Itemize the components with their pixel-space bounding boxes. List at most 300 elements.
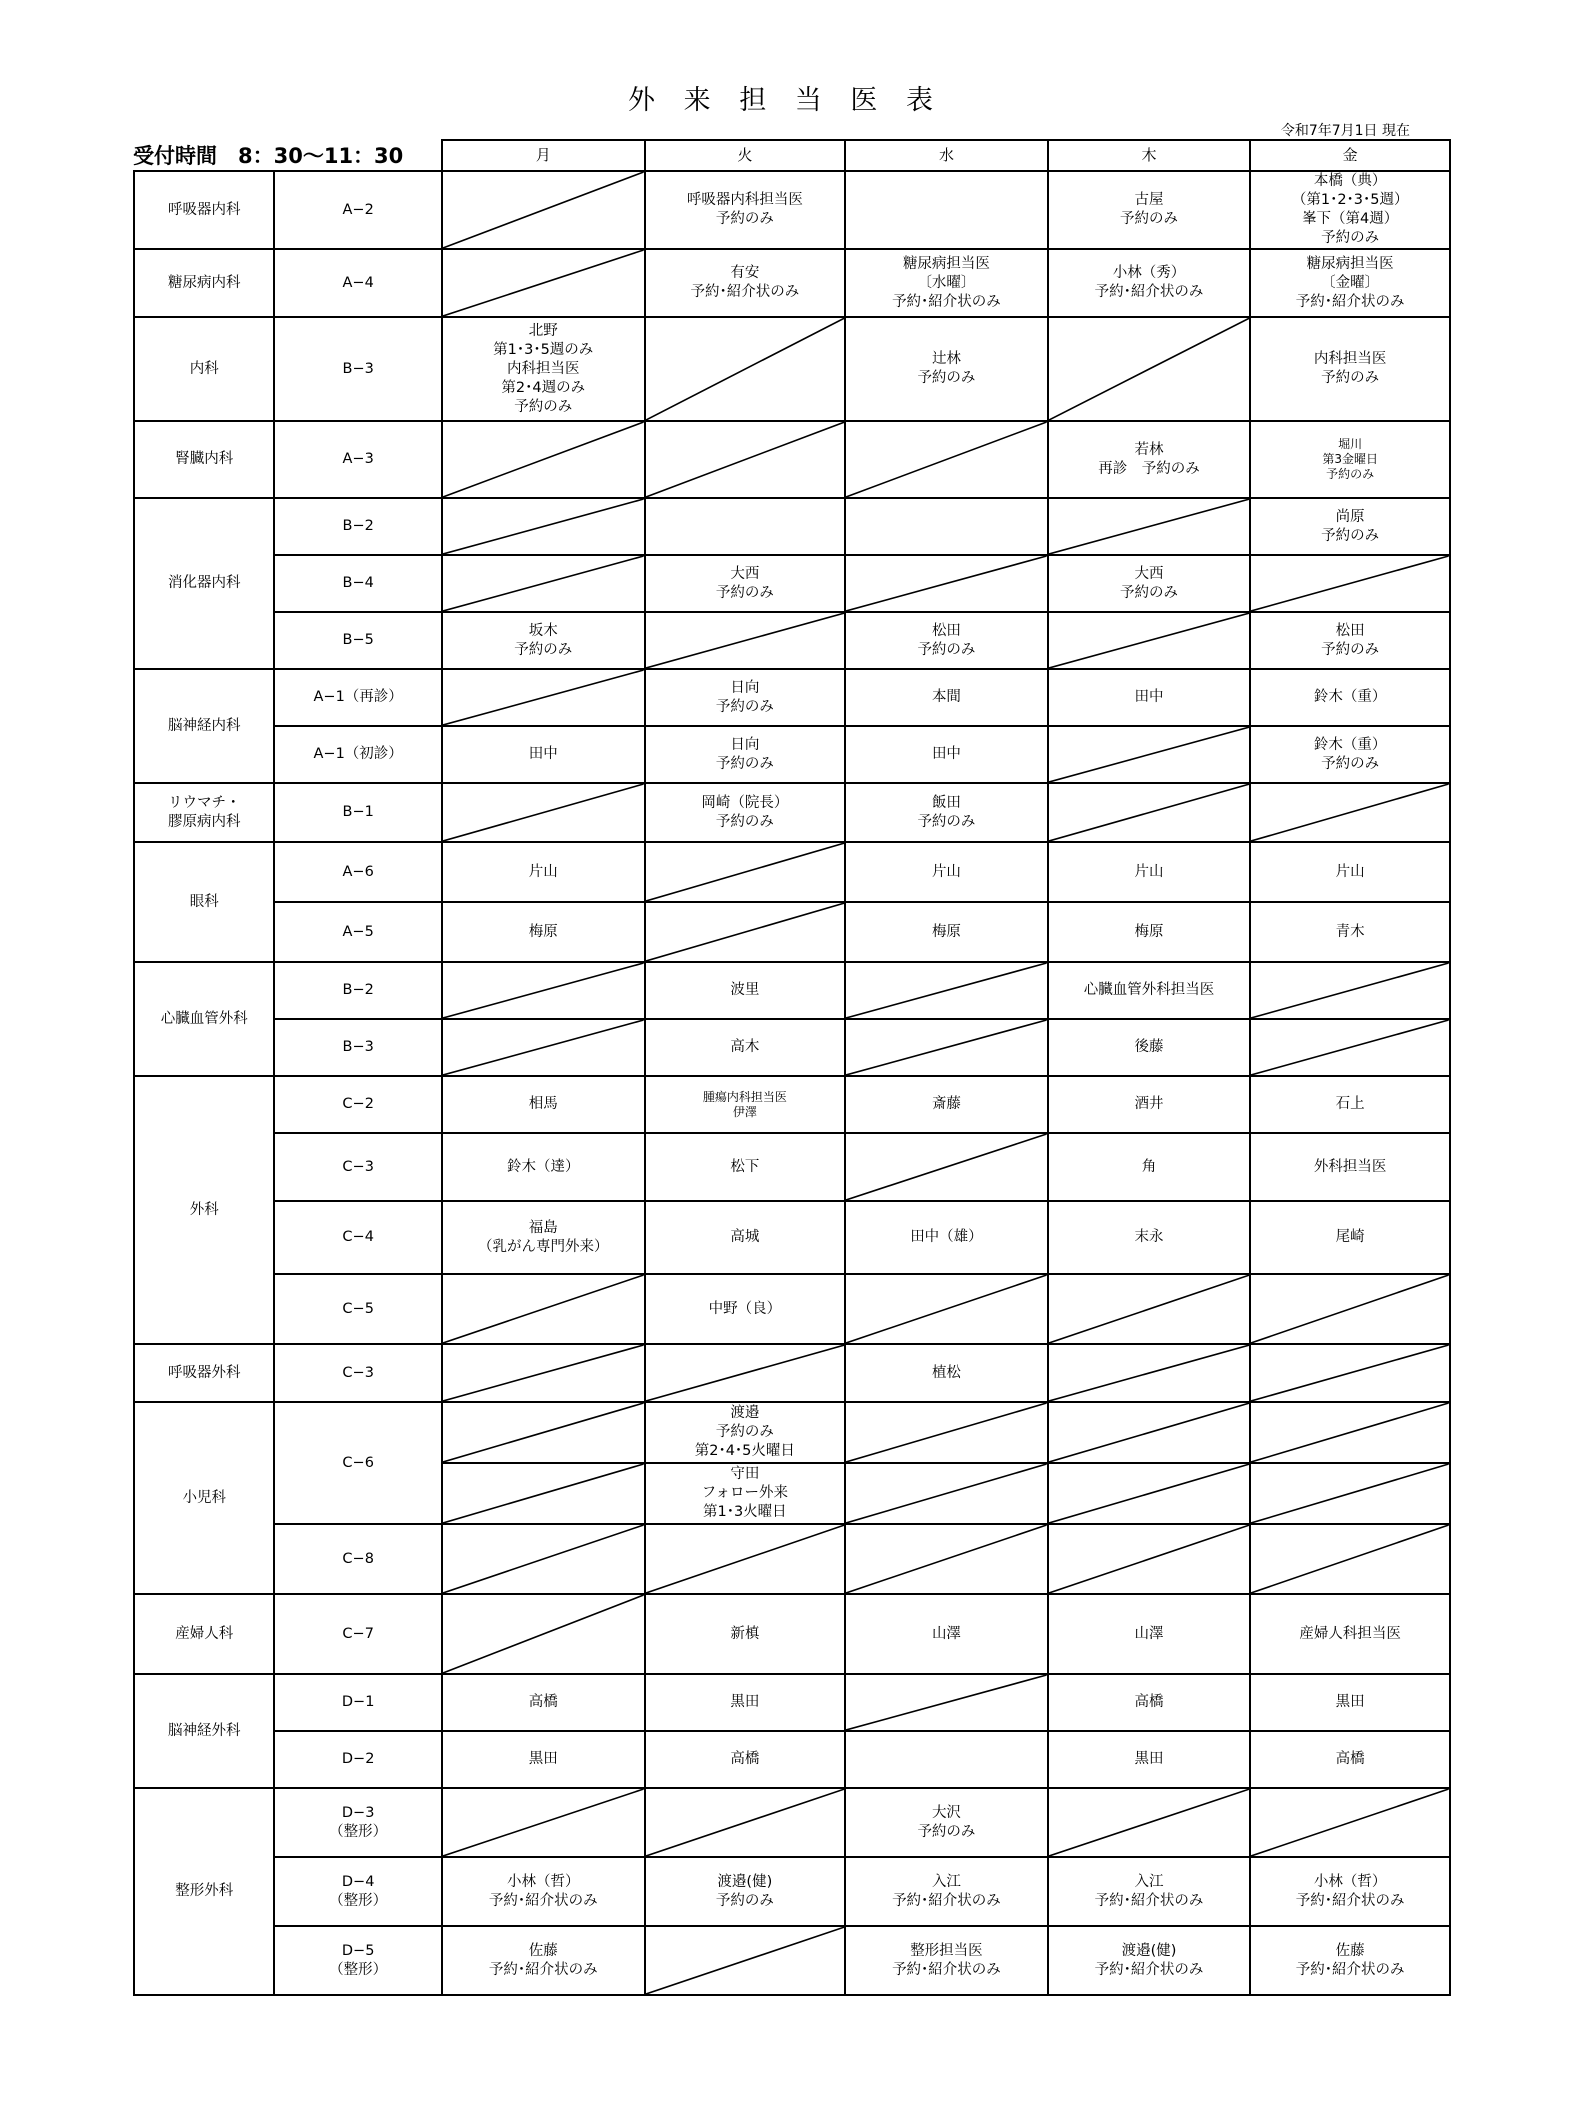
no-clinic-cell-wed (845, 1019, 1048, 1076)
doctor-cell-fri (1250, 902, 1450, 962)
room-cell (274, 1926, 442, 1995)
room-cell (274, 1344, 442, 1402)
department-name: 心臓血管外科 (160, 1010, 248, 1027)
doctor-cell-wed (845, 783, 1048, 842)
diagonal-slash-icon (443, 670, 644, 725)
doctor-cell-wed (845, 726, 1048, 783)
no-clinic-cell-thu (1048, 1402, 1251, 1463)
room-cell (274, 249, 442, 317)
doctor-text: 佐藤 予約･紹介状のみ (488, 1942, 598, 1978)
no-clinic-cell-tue (645, 612, 846, 669)
doctor-text: 大西 予約のみ (1120, 565, 1179, 601)
diagonal-slash-icon (646, 843, 845, 901)
no-clinic-cell-tue (645, 1344, 846, 1402)
doctor-text: 守田 フォロー外来 第1･3火曜日 (701, 1466, 788, 1520)
no-clinic-cell-thu (1048, 498, 1251, 555)
doctor-cell-fri (1250, 1731, 1450, 1788)
room-cell (274, 902, 442, 962)
diagonal-slash-icon (443, 172, 644, 248)
room-code: B−5 (342, 632, 374, 648)
no-clinic-cell-fri (1250, 1788, 1450, 1857)
no-clinic-cell-mon (442, 1463, 645, 1524)
no-clinic-cell-tue (645, 1788, 846, 1857)
no-clinic-cell-thu (1048, 1788, 1251, 1857)
diagonal-slash-icon (846, 422, 1047, 497)
doctor-text: 田中 (931, 746, 961, 762)
day-header-tue: 火 (645, 140, 846, 171)
room-cell (274, 842, 442, 902)
room-cell (274, 962, 442, 1019)
room-cell (274, 612, 442, 669)
doctor-text: 呼吸器内科担当医 予約のみ (686, 192, 803, 227)
diagonal-slash-icon (1049, 1345, 1250, 1401)
diagonal-slash-icon (1251, 1345, 1449, 1401)
doctor-text: 松田 予約のみ (917, 622, 976, 658)
room-cell (274, 555, 442, 612)
diagonal-slash-icon (846, 1525, 1047, 1593)
doctor-text: 梅原 (1134, 923, 1164, 940)
doctor-text: 松田 予約のみ (1321, 622, 1380, 658)
doctor-text: 糖尿病担当医 〔水曜〕 予約･紹介状のみ (892, 255, 1001, 310)
outpatient-schedule-table (133, 139, 1451, 1996)
doctor-cell-tue (645, 555, 846, 612)
no-clinic-cell-mon (442, 249, 645, 317)
no-clinic-cell-mon (442, 171, 645, 249)
diagonal-slash-icon (646, 1927, 845, 1994)
doctor-text: 大西 予約のみ (715, 565, 774, 601)
room-cell (274, 1076, 442, 1133)
diagonal-slash-icon (846, 1675, 1047, 1730)
no-clinic-cell-mon (442, 669, 645, 726)
doctor-cell-wed (845, 1788, 1048, 1857)
no-clinic-cell-wed (845, 555, 1048, 612)
doctor-cell-mon (442, 317, 645, 421)
no-clinic-cell-thu (1048, 783, 1251, 842)
doctor-text: 本間 (931, 689, 961, 705)
doctor-text: 片山 (931, 863, 961, 880)
doctor-text: 入江 予約･紹介状のみ (1094, 1873, 1204, 1909)
diagonal-slash-icon (1049, 613, 1250, 668)
doctor-cell-wed (845, 1731, 1048, 1788)
doctor-text: 高橋 (528, 1694, 558, 1710)
doctor-cell-wed (845, 1926, 1048, 1995)
doctor-cell-tue (645, 1019, 846, 1076)
diagonal-slash-icon (443, 556, 644, 611)
room-code: C−6 (342, 1454, 374, 1471)
diagonal-slash-icon (846, 556, 1047, 611)
diagonal-slash-icon (1251, 1464, 1449, 1523)
doctor-cell-thu (1048, 902, 1251, 962)
doctor-cell-mon (442, 1926, 645, 1995)
diagonal-slash-icon (443, 1464, 644, 1523)
department-cell (134, 842, 274, 962)
department-cell (134, 783, 274, 842)
department-name: 内科 (189, 360, 219, 377)
doctor-cell-thu (1048, 1857, 1251, 1926)
doctor-text: 北野 第1･3･5週のみ 内科担当医 第2･4週のみ 予約のみ (493, 322, 594, 415)
diagonal-slash-icon (646, 318, 845, 420)
room-cell (274, 1788, 442, 1857)
header-row (134, 140, 1450, 171)
department-cell (134, 962, 274, 1076)
schedule-row (134, 1524, 1450, 1594)
room-cell (274, 1857, 442, 1926)
schedule-row (134, 726, 1450, 783)
department-cell (134, 498, 274, 669)
room-code: B−1 (342, 804, 374, 820)
doctor-cell-thu (1048, 1133, 1251, 1201)
no-clinic-cell-tue (645, 317, 846, 421)
diagonal-slash-icon (846, 1020, 1047, 1075)
diagonal-slash-icon (443, 1275, 644, 1343)
doctor-text: 古屋 予約のみ (1120, 192, 1179, 227)
schedule-row (134, 171, 1450, 249)
room-cell (274, 1201, 442, 1274)
doctor-text: 黒田 (1335, 1694, 1365, 1710)
doctor-text: 産婦人科担当医 (1299, 1625, 1401, 1642)
no-clinic-cell-thu (1048, 1524, 1251, 1594)
department-name: 呼吸器内科 (167, 201, 241, 218)
doctor-cell-wed (845, 902, 1048, 962)
no-clinic-cell-thu (1048, 1344, 1251, 1402)
department-name: 消化器内科 (167, 575, 241, 591)
department-cell (134, 1594, 274, 1674)
doctor-cell-tue (645, 1857, 846, 1926)
diagonal-slash-icon (846, 1403, 1047, 1462)
diagonal-slash-icon (846, 1134, 1047, 1200)
doctor-text: 田中 (1134, 689, 1164, 705)
doctor-cell-wed (845, 171, 1048, 249)
doctor-cell-fri (1250, 498, 1450, 555)
doctor-cell-thu (1048, 1594, 1251, 1674)
department-cell (134, 249, 274, 317)
schedule-row (134, 842, 1450, 902)
doctor-text: 小林（秀） 予約･紹介状のみ (1094, 265, 1204, 300)
no-clinic-cell-mon (442, 783, 645, 842)
doctor-text: 日向 予約のみ (715, 679, 774, 715)
department-cell (134, 171, 274, 249)
doctor-cell-tue (645, 1274, 846, 1344)
no-clinic-cell-mon (442, 1402, 645, 1463)
diagonal-slash-icon (1049, 1789, 1250, 1856)
schedule-row (134, 249, 1450, 317)
diagonal-slash-icon (443, 250, 644, 316)
doctor-text: 鈴木（達） (506, 1158, 580, 1175)
doctor-cell-mon (442, 1133, 645, 1201)
doctor-cell-tue (645, 498, 846, 555)
doctor-cell-thu (1048, 421, 1251, 498)
doctor-text: 高木 (730, 1039, 760, 1055)
no-clinic-cell-tue (645, 842, 846, 902)
doctor-cell-thu (1048, 842, 1251, 902)
as-of-date: 令和7年7月1日 現在 (1280, 123, 1410, 139)
room-code: C−3 (342, 1364, 374, 1381)
doctor-text: 黒田 (730, 1694, 760, 1710)
schedule-row (134, 317, 1450, 421)
doctor-cell-thu (1048, 1019, 1251, 1076)
diagonal-slash-icon (1251, 1403, 1449, 1462)
schedule-row (134, 1344, 1450, 1402)
doctor-cell-wed (845, 317, 1048, 421)
department-name: 脳神経内科 (167, 717, 241, 734)
doctor-text: 高橋 (1134, 1694, 1164, 1710)
doctor-cell-mon (442, 1731, 645, 1788)
doctor-cell-fri (1250, 612, 1450, 669)
room-cell (274, 726, 442, 783)
room-cell (274, 1594, 442, 1674)
doctor-text: 山澤 (931, 1625, 961, 1642)
no-clinic-cell-tue (645, 421, 846, 498)
schedule-row (134, 421, 1450, 498)
no-clinic-cell-wed (845, 1274, 1048, 1344)
schedule-row (134, 1076, 1450, 1133)
day-header-thu: 木 (1048, 140, 1251, 171)
doctor-cell-fri (1250, 726, 1450, 783)
diagonal-slash-icon (1049, 727, 1250, 782)
doctor-cell-tue (645, 669, 846, 726)
doctor-cell-thu (1048, 555, 1251, 612)
schedule-body (134, 171, 1450, 1995)
diagonal-slash-icon (646, 1789, 845, 1856)
room-code: D−2 (341, 1751, 375, 1767)
no-clinic-cell-thu (1048, 317, 1251, 421)
doctor-cell-tue (645, 1133, 846, 1201)
department-cell (134, 1674, 274, 1788)
diagonal-slash-icon (646, 903, 845, 961)
doctor-text: 尾崎 (1335, 1229, 1365, 1245)
room-cell (274, 1731, 442, 1788)
diagonal-slash-icon (1251, 556, 1449, 611)
no-clinic-cell-fri (1250, 555, 1450, 612)
room-cell (274, 1019, 442, 1076)
no-clinic-cell-mon (442, 1274, 645, 1344)
diagonal-slash-icon (1251, 1525, 1449, 1593)
schedule-row (134, 1402, 1450, 1463)
room-code: A−1（初診） (313, 746, 403, 762)
room-code: A−5 (342, 923, 374, 940)
doctor-cell-tue (645, 962, 846, 1019)
room-cell (274, 171, 442, 249)
room-cell (274, 1674, 442, 1731)
no-clinic-cell-tue (645, 902, 846, 962)
doctor-cell-mon (442, 1076, 645, 1133)
no-clinic-cell-wed (845, 421, 1048, 498)
room-code: B−2 (342, 518, 374, 534)
department-cell (134, 421, 274, 498)
doctor-cell-wed (845, 1594, 1048, 1674)
department-name: 糖尿病内科 (167, 274, 241, 291)
no-clinic-cell-fri (1250, 1344, 1450, 1402)
doctor-cell-tue (645, 249, 846, 317)
doctor-text: 角 (1141, 1158, 1157, 1175)
doctor-cell-tue (645, 1674, 846, 1731)
room-code: B−4 (342, 575, 374, 591)
doctor-text: 外科担当医 (1313, 1158, 1387, 1175)
diagonal-slash-icon (846, 1464, 1047, 1523)
schedule-row (134, 902, 1450, 962)
no-clinic-cell-mon (442, 1594, 645, 1674)
doctor-cell-thu (1048, 1926, 1251, 1995)
diagonal-slash-icon (443, 963, 644, 1018)
department-cell (134, 1344, 274, 1402)
reception-hours: 受付時間 8：30～11：30 (133, 144, 404, 168)
schedule-row (134, 1926, 1450, 1995)
department-name: 整形外科 (175, 1883, 234, 1899)
room-cell (274, 1274, 442, 1344)
diagonal-slash-icon (443, 422, 644, 497)
schedule-row (134, 962, 1450, 1019)
header-corner (134, 140, 442, 171)
doctor-cell-mon (442, 612, 645, 669)
room-code: A−2 (342, 201, 374, 218)
doctor-cell-fri (1250, 421, 1450, 498)
diagonal-slash-icon (1251, 784, 1449, 841)
schedule-row (134, 498, 1450, 555)
doctor-cell-fri (1250, 317, 1450, 421)
room-code: C−4 (342, 1229, 374, 1245)
no-clinic-cell-fri (1250, 1463, 1450, 1524)
doctor-text: 末永 (1134, 1229, 1164, 1245)
doctor-cell-wed (845, 1344, 1048, 1402)
schedule-row (134, 1731, 1450, 1788)
no-clinic-cell-tue (645, 1524, 846, 1594)
doctor-cell-thu (1048, 1674, 1251, 1731)
doctor-cell-mon (442, 1857, 645, 1926)
room-cell (274, 421, 442, 498)
doctor-text: 斎藤 (931, 1096, 961, 1112)
schedule-row (134, 1274, 1450, 1344)
department-name: 外科 (189, 1201, 219, 1218)
doctor-cell-wed (845, 842, 1048, 902)
doctor-text: 飯田 予約のみ (917, 794, 976, 830)
department-name: 呼吸器外科 (167, 1364, 241, 1381)
room-code: D−1 (341, 1694, 375, 1710)
no-clinic-cell-mon (442, 555, 645, 612)
no-clinic-cell-wed (845, 962, 1048, 1019)
doctor-cell-wed (845, 1076, 1048, 1133)
doctor-text: 黒田 (1134, 1751, 1164, 1767)
doctor-text: 片山 (528, 863, 558, 880)
doctor-cell-wed (845, 669, 1048, 726)
doctor-cell-thu (1048, 1076, 1251, 1133)
doctor-cell-tue (645, 1594, 846, 1674)
doctor-text: 田中 (528, 746, 558, 762)
room-code: C−5 (342, 1300, 374, 1317)
department-name: 小児科 (182, 1489, 226, 1506)
diagonal-slash-icon (846, 1275, 1047, 1343)
schedule-row (134, 612, 1450, 669)
doctor-text: 有安 予約･紹介状のみ (690, 265, 800, 300)
no-clinic-cell-wed (845, 1524, 1048, 1594)
schedule-row (134, 1594, 1450, 1674)
doctor-text: 尚原 予約のみ (1321, 508, 1380, 544)
doctor-cell-thu (1048, 1731, 1251, 1788)
schedule-row (134, 1788, 1450, 1857)
doctor-text: 新槙 (730, 1625, 760, 1642)
doctor-text: 佐藤 予約･紹介状のみ (1295, 1942, 1405, 1978)
room-cell (274, 669, 442, 726)
doctor-cell-fri (1250, 1076, 1450, 1133)
room-code: D−4 （整形） (329, 1873, 388, 1909)
doctor-text: 心臓血管外科担当医 (1083, 982, 1215, 998)
room-code: A−4 (342, 274, 374, 291)
diagonal-slash-icon (1251, 1789, 1449, 1856)
diagonal-slash-icon (1049, 1464, 1250, 1523)
doctor-cell-thu (1048, 1201, 1251, 1274)
doctor-text: 後藤 (1134, 1039, 1164, 1055)
diagonal-slash-icon (443, 499, 644, 554)
doctor-text: 相馬 (528, 1096, 558, 1112)
room-code: D−5 （整形） (329, 1942, 388, 1978)
doctor-cell-mon (442, 1201, 645, 1274)
department-cell (134, 317, 274, 421)
diagonal-slash-icon (443, 1403, 644, 1462)
department-cell (134, 669, 274, 783)
no-clinic-cell-mon (442, 1524, 645, 1594)
doctor-cell-tue (645, 171, 846, 249)
doctor-cell-thu (1048, 171, 1251, 249)
doctor-text: 高橋 (730, 1751, 760, 1767)
doctor-cell-mon (442, 902, 645, 962)
schedule-row (134, 555, 1450, 612)
room-code: B−3 (342, 360, 374, 377)
no-clinic-cell-tue (645, 1926, 846, 1995)
doctor-cell-fri (1250, 1594, 1450, 1674)
doctor-cell-fri (1250, 249, 1450, 317)
doctor-cell-tue (645, 1402, 846, 1463)
doctor-text: 整形担当医 予約･紹介状のみ (892, 1942, 1001, 1978)
no-clinic-cell-thu (1048, 1274, 1251, 1344)
no-clinic-cell-fri (1250, 1524, 1450, 1594)
doctor-text: 岡崎（院長） 予約のみ (701, 794, 789, 830)
diagonal-slash-icon (646, 422, 845, 497)
day-header-mon: 月 (442, 140, 645, 171)
schedule-row (134, 1857, 1450, 1926)
no-clinic-cell-fri (1250, 783, 1450, 842)
no-clinic-cell-wed (845, 1674, 1048, 1731)
doctor-cell-fri (1250, 1201, 1450, 1274)
doctor-text: 腫瘍内科担当医 伊澤 (702, 1089, 787, 1119)
room-code: C−3 (342, 1158, 374, 1175)
no-clinic-cell-thu (1048, 1463, 1251, 1524)
diagonal-slash-icon (846, 963, 1047, 1018)
doctor-cell-wed (845, 249, 1048, 317)
doctor-cell-tue (645, 1463, 846, 1524)
room-code: C−8 (342, 1550, 374, 1567)
no-clinic-cell-wed (845, 1133, 1048, 1201)
doctor-text: 波里 (730, 982, 760, 998)
doctor-cell-wed (845, 1201, 1048, 1274)
diagonal-slash-icon (1049, 1525, 1250, 1593)
doctor-cell-tue (645, 1076, 846, 1133)
room-code: B−2 (342, 982, 374, 998)
doctor-cell-tue (645, 783, 846, 842)
room-code: C−2 (342, 1096, 374, 1112)
doctor-text: 本橋（典） （第1･2･3･5週） 峯下（第4週） 予約のみ (1291, 173, 1409, 246)
doctor-text: 渡邉(健) 予約のみ (715, 1873, 774, 1909)
no-clinic-cell-mon (442, 1019, 645, 1076)
room-code: A−1（再診） (313, 689, 403, 705)
doctor-cell-wed (845, 1857, 1048, 1926)
no-clinic-cell-thu (1048, 726, 1251, 783)
doctor-text: 若林 再診 予約のみ (1098, 441, 1200, 477)
doctor-cell-thu (1048, 962, 1251, 1019)
room-cell (274, 783, 442, 842)
department-cell (134, 1788, 274, 1995)
doctor-text: 石上 (1335, 1096, 1365, 1112)
doctor-text: 高橋 (1335, 1751, 1365, 1767)
diagonal-slash-icon (1049, 499, 1250, 554)
